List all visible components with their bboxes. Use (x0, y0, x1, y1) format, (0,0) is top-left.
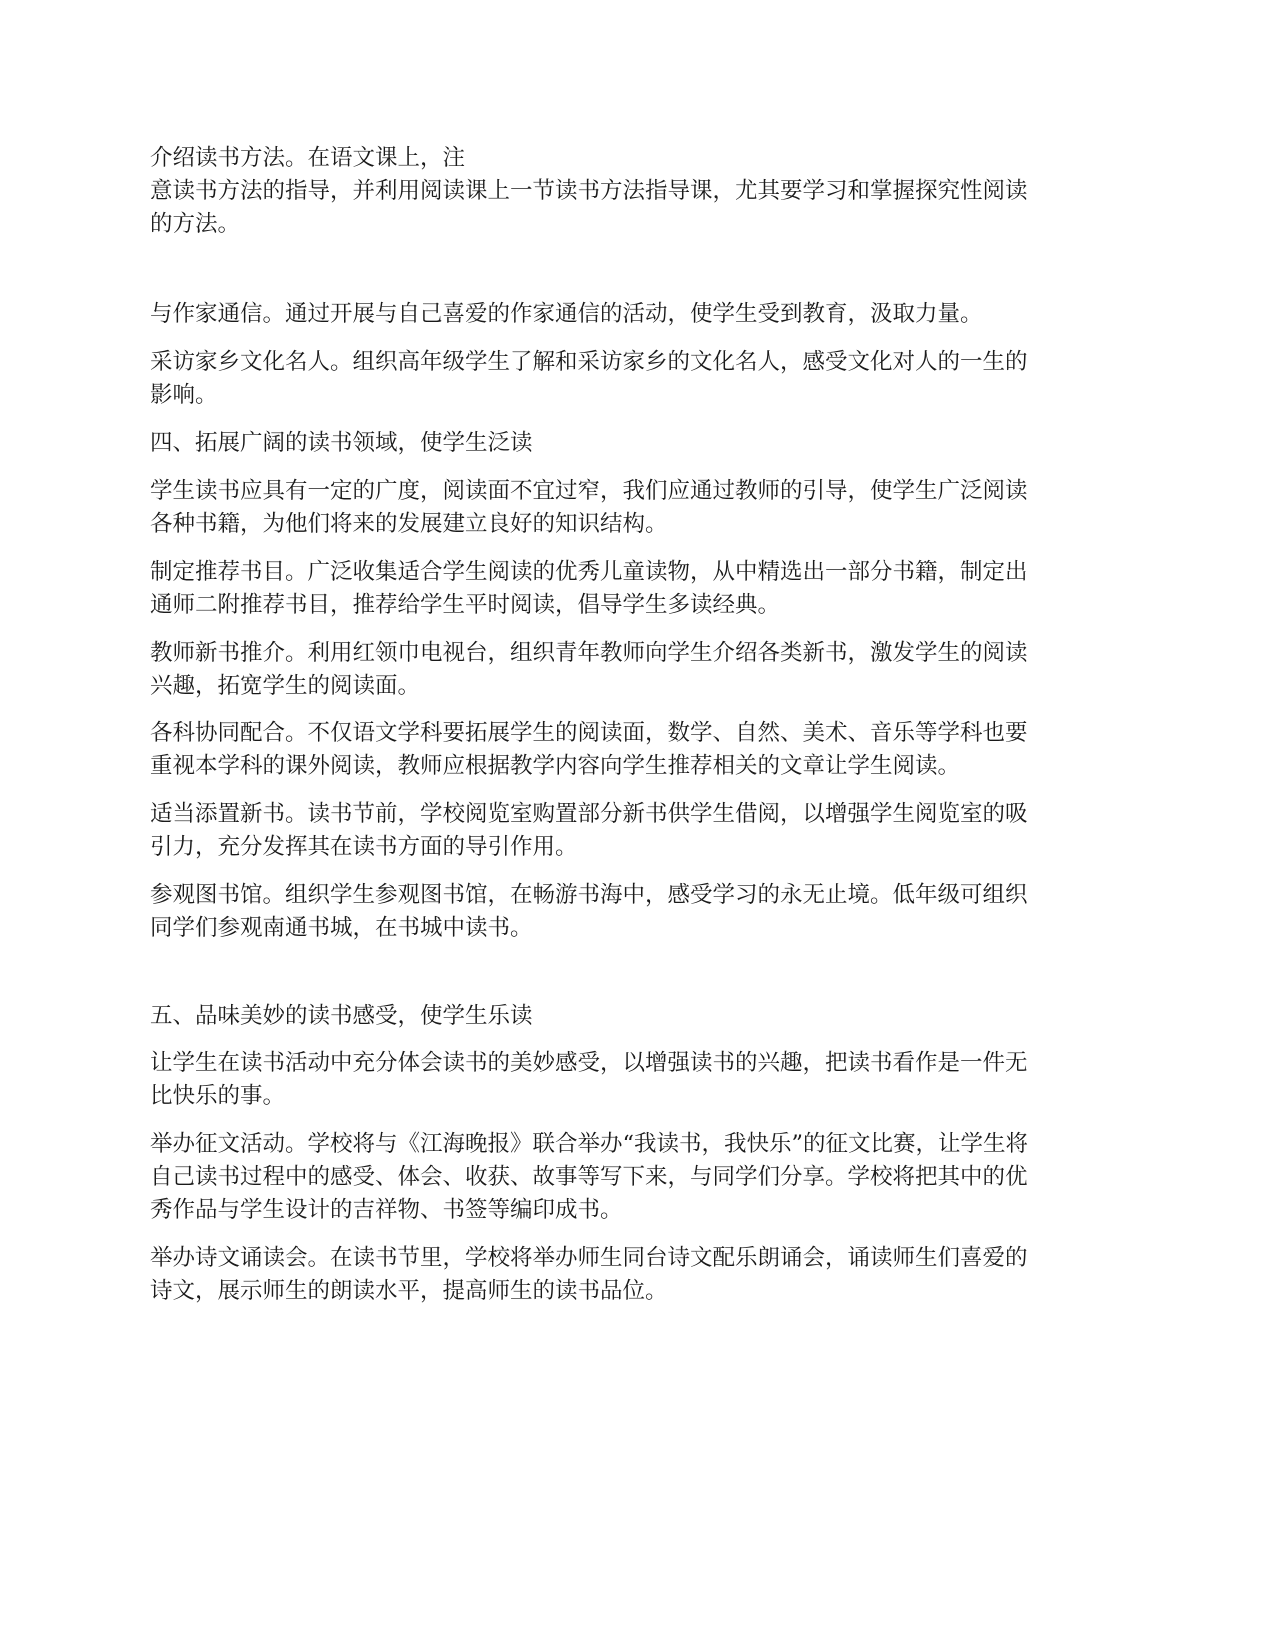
paragraph-reading-joy: 让学生在读书活动中充分体会读书的美妙感受，以增强读书的兴趣，把读书看作是一件无 比快乐的事。 (150, 1050, 1028, 1109)
paragraph-cross-subject: 各科协同配合。不仅语文学科要拓展学生的阅读面，数学、自然、美术、音乐等学科也要 重视本学科的课外阅读，教师应根据教学内容向学生推荐相关的文章让学生阅读。 (150, 720, 1028, 779)
paragraph-interview-celebrities: 采访家乡文化名人。组织高年级学生了解和采访家乡的文化名人，感受文化对人的一生的 影响。 (150, 349, 1028, 408)
paragraph-reading-methods: 介绍读书方法。在语文课上，注 意读书方法的指导，并利用阅读课上一节读书方法指导课，尤其要学习和掌握探究性阅读 的方法。 (150, 145, 1028, 237)
section-heading-five: 五、品味美妙的读书感受，使学生乐读 (150, 1003, 533, 1029)
paragraph-writer-correspondence: 与作家通信。通过开展与自己喜爱的作家通信的活动，使学生受到教育，汲取力量。 (150, 301, 983, 327)
paragraph-new-books: 适当添置新书。读书节前，学校阅览室购置部分新书供学生借阅，以增强学生阅览室的吸 引力，充分发挥其在读书方面的导引作用。 (150, 801, 1028, 860)
paragraph-recommended-books: 制定推荐书目。广泛收集适合学生阅读的优秀儿童读物，从中精选出一部分书籍，制定出 通师二附推荐书目，推荐给学生平时阅读，倡导学生多读经典。 (150, 559, 1028, 618)
section-heading-four: 四、拓展广阔的读书领域，使学生泛读 (150, 430, 533, 456)
paragraph-library-visit: 参观图书馆。组织学生参观图书馆，在畅游书海中，感受学习的永无止境。低年级可组织 同学们参观南通书城，在书城中读书。 (150, 882, 1028, 941)
paragraph-essay-contest: 举办征文活动。学校将与《江海晚报》联合举办“我读书，我快乐”的征文比赛，让学生将 自己读书过程中的感受、体会、收获、故事等写下来，与同学们分享。学校将把其中的优 秀作品与学生设计的吉祥物、书签等编印成书。 (150, 1131, 1029, 1223)
paragraph-poetry-recital: 举办诗文诵读会。在读书节里，学校将举办师生同台诗文配乐朗诵会，诵读师生们喜爱的 诗文，展示师生的朗读水平，提高师生的读书品位。 (150, 1245, 1028, 1304)
paragraph-teacher-recommendations: 教师新书推介。利用红领巾电视台，组织青年教师向学生介绍各类新书，激发学生的阅读 兴趣，拓宽学生的阅读面。 (150, 640, 1028, 699)
paragraph-reading-breadth: 学生读书应具有一定的广度，阅读面不宜过窄，我们应通过教师的引导，使学生广泛阅读 各种书籍，为他们将来的发展建立良好的知识结构。 (150, 478, 1028, 537)
